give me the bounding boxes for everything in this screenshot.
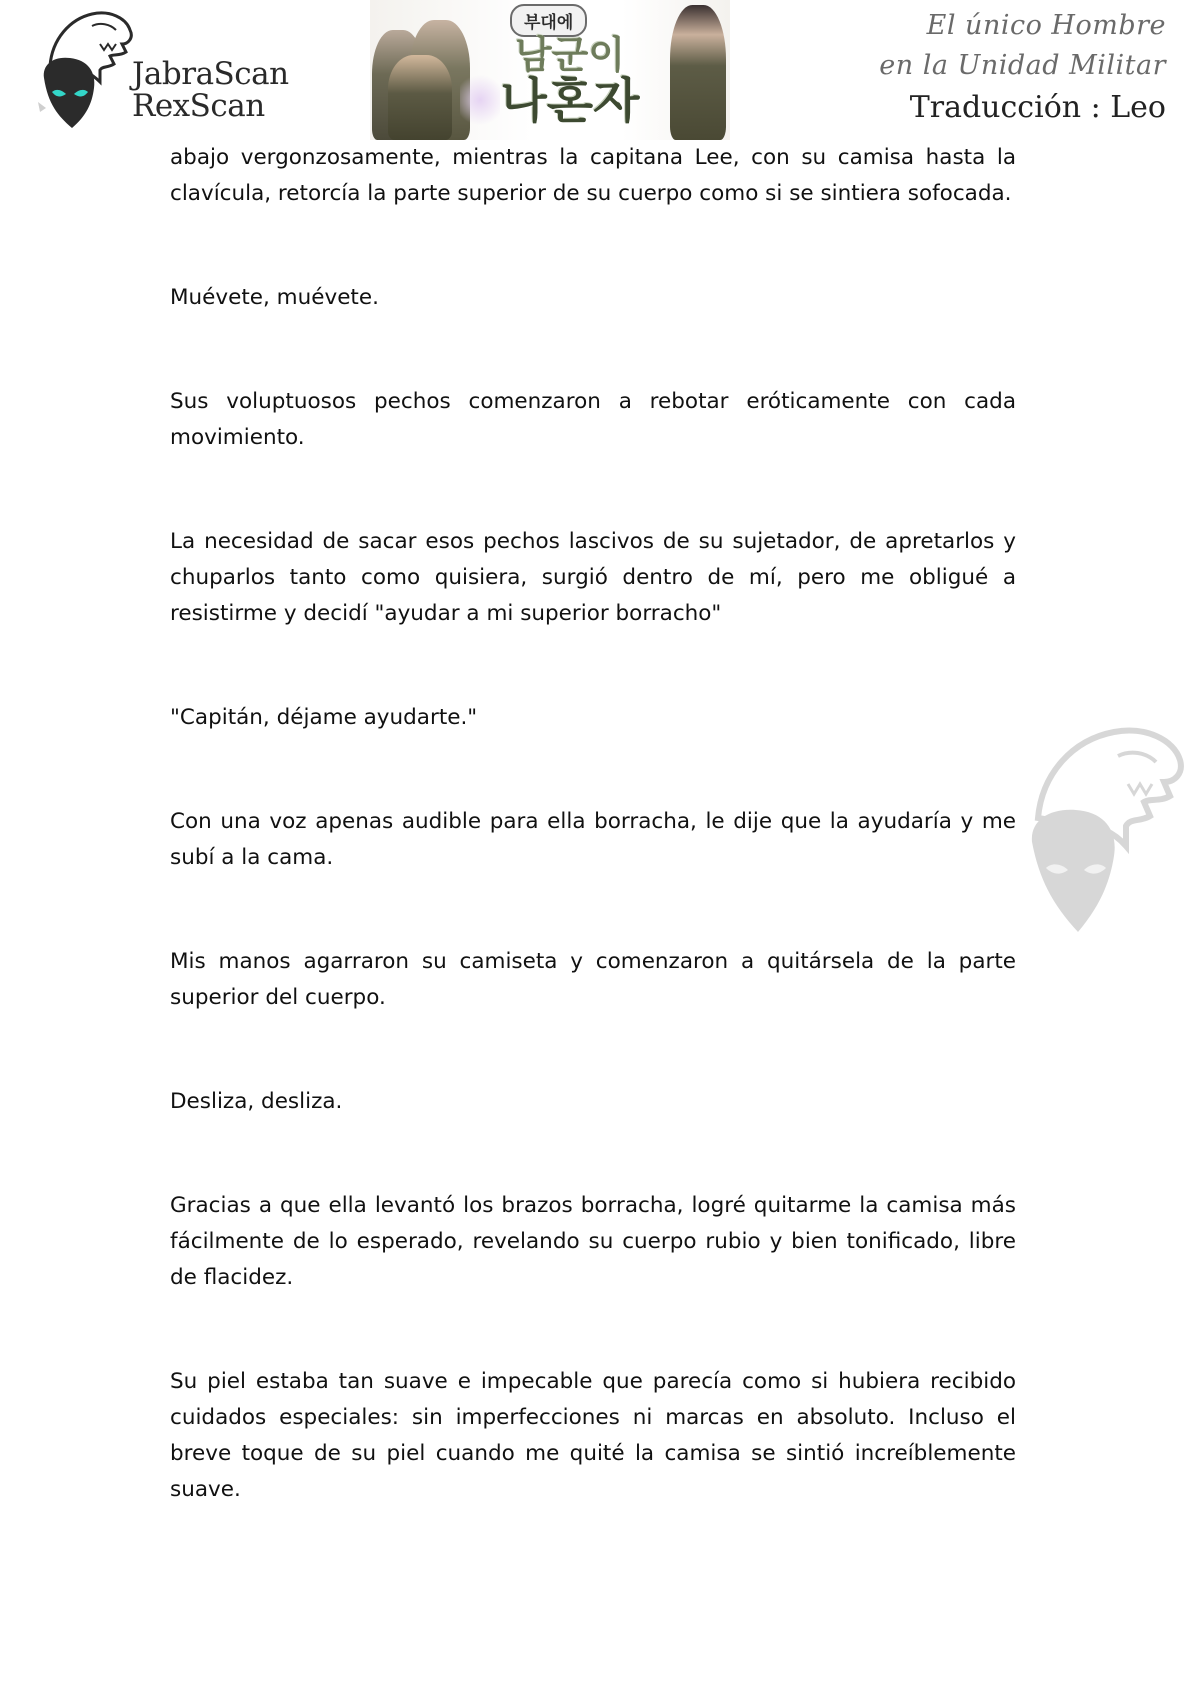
banner-character (670, 5, 726, 140)
paragraph: Su piel estaba tan suave e impecable que parecía como si hubiera recibido cuidados especiales: sin imperfecciones ni marcas en absoluto. Incluso el breve toque de su piel cuando me quité la camisa se sintió increíblemente suave. (170, 1369, 1016, 1502)
paragraph: Sus voluptuosos pechos comenzaron a rebotar eróticamente con cada movimiento. (170, 389, 1016, 450)
paragraph: Desliza, desliza. (170, 1089, 343, 1114)
chapter-text (170, 140, 1016, 1576)
series-title-block (879, 6, 1166, 130)
banner-character (388, 55, 452, 140)
trex-skull-watermark-icon (1018, 722, 1188, 942)
series-banner-image (370, 0, 730, 140)
paragraph: "Capitán, déjame ayudarte." (170, 705, 478, 730)
paragraph: abajo vergonzosamente, mientras la capitana Lee, con su camisa hasta la clavícula, retorcía la parte superior de su cuerpo como si se sintiera sofocada. (170, 145, 1016, 206)
series-title-line-2: en la Unidad Militar (879, 50, 1166, 81)
brand-line-jabrascan: JabraScan (132, 56, 289, 92)
paragraph: Con una voz apenas audible para ella borracha, le dije que la ayudaría y me subí a la cama. (170, 809, 1016, 870)
paragraph: Mis manos agarraron su camiseta y comenzaron a quitársela de la parte superior del cuerpo. (170, 949, 1016, 1010)
paragraph: Muévete, muévete. (170, 285, 379, 310)
banner-tag: 부대에 (510, 4, 587, 37)
translation-credit: Traducción : Leo (909, 90, 1166, 125)
paragraph: La necesidad de sacar esos pechos lascivos de su sujetador, de apretarlos y chuparlos tanto como quisiera, surgió dentro de mí, pero me obligué a resistirme y decidí "ayudar a mi superior borracho" (170, 529, 1016, 626)
banner-title-line-1: 남군이 (514, 33, 626, 77)
paragraph: Gracias a que ella levantó los brazos borracha, logré quitarme la camisa más fácilmente de lo esperado, revelando su cuerpo rubio y bien tonificado, libre de flacidez. (170, 1193, 1016, 1290)
scanlation-brand (132, 58, 289, 122)
brand-line-rexscan: RexScan (132, 88, 265, 124)
banner-korean-title (480, 32, 660, 129)
banner-title-line-2: 나혼자 (500, 73, 640, 129)
trex-skull-logo-icon (30, 4, 140, 136)
page-header (0, 0, 1190, 140)
series-title-line-1: El único Hombre (926, 10, 1166, 41)
